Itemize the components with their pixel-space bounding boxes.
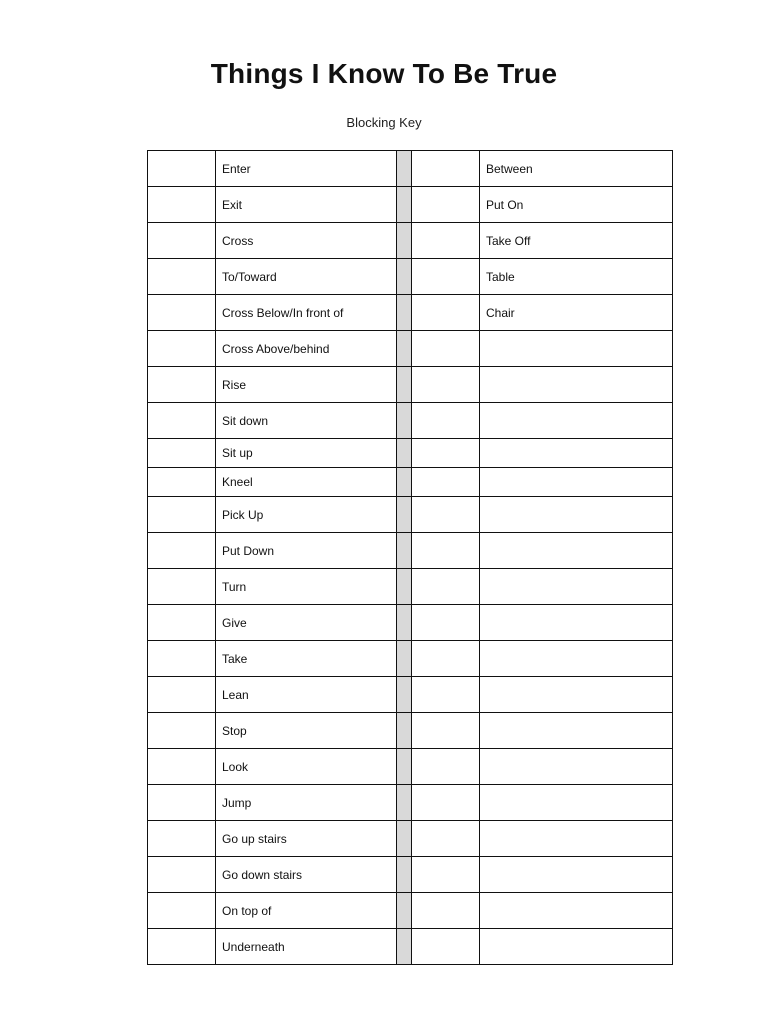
symbol-cell[interactable]	[412, 468, 480, 497]
column-separator	[397, 821, 412, 857]
column-separator	[397, 331, 412, 367]
term-cell	[480, 641, 673, 677]
page-title: Things I Know To Be True	[210, 58, 558, 89]
term-cell: Look	[216, 749, 397, 785]
symbol-cell[interactable]	[412, 497, 480, 533]
column-separator	[397, 295, 412, 331]
table-row	[148, 439, 673, 468]
term-cell	[480, 893, 673, 929]
column-separator	[397, 223, 412, 259]
column-separator	[397, 259, 412, 295]
column-separator	[397, 641, 412, 677]
table-row	[148, 821, 673, 857]
term-cell: Rise	[216, 367, 397, 403]
table-row	[148, 749, 673, 785]
term-cell	[480, 785, 673, 821]
symbol-cell[interactable]	[148, 821, 216, 857]
term-cell	[480, 569, 673, 605]
table-row	[148, 259, 673, 295]
term-cell: Enter	[216, 151, 397, 187]
page-subtitle: Blocking Key	[346, 115, 422, 130]
column-separator	[397, 677, 412, 713]
column-separator	[397, 187, 412, 223]
term-cell: Cross Below/In front of	[216, 295, 397, 331]
symbol-cell[interactable]	[412, 641, 480, 677]
term-cell: Sit up	[216, 439, 397, 468]
table-row	[148, 367, 673, 403]
column-separator	[397, 749, 412, 785]
table-row	[148, 223, 673, 259]
symbol-cell[interactable]	[412, 569, 480, 605]
symbol-cell[interactable]	[148, 785, 216, 821]
symbol-cell[interactable]	[412, 259, 480, 295]
symbol-cell[interactable]	[148, 929, 216, 965]
term-cell	[480, 331, 673, 367]
term-cell: Kneel	[216, 468, 397, 497]
symbol-cell[interactable]	[148, 749, 216, 785]
symbol-cell[interactable]	[412, 403, 480, 439]
term-cell: Sit down	[216, 403, 397, 439]
term-cell: Underneath	[216, 929, 397, 965]
table-row	[148, 403, 673, 439]
column-separator	[397, 497, 412, 533]
term-cell: Pick Up	[216, 497, 397, 533]
term-cell: To/Toward	[216, 259, 397, 295]
symbol-cell[interactable]	[412, 331, 480, 367]
term-cell: Put Down	[216, 533, 397, 569]
term-cell: Take Off	[480, 223, 673, 259]
table-row	[148, 569, 673, 605]
table-row	[148, 533, 673, 569]
table-row	[148, 187, 673, 223]
table-row	[148, 785, 673, 821]
blocking-key-body	[148, 151, 673, 965]
term-cell	[480, 497, 673, 533]
symbol-cell[interactable]	[412, 533, 480, 569]
table-row	[148, 929, 673, 965]
term-cell	[480, 605, 673, 641]
term-cell: Stop	[216, 713, 397, 749]
table-row	[148, 331, 673, 367]
term-cell: Chair	[480, 295, 673, 331]
term-cell: Cross	[216, 223, 397, 259]
symbol-cell[interactable]	[412, 893, 480, 929]
term-cell: Put On	[480, 187, 673, 223]
symbol-cell[interactable]	[148, 677, 216, 713]
blocking-key-table	[147, 150, 673, 965]
column-separator	[397, 367, 412, 403]
term-cell	[480, 468, 673, 497]
symbol-cell[interactable]	[412, 295, 480, 331]
term-cell: Turn	[216, 569, 397, 605]
symbol-cell[interactable]	[148, 857, 216, 893]
symbol-cell[interactable]	[412, 605, 480, 641]
term-cell	[480, 439, 673, 468]
term-cell: Lean	[216, 677, 397, 713]
term-cell	[480, 403, 673, 439]
term-cell: Take	[216, 641, 397, 677]
column-separator	[397, 713, 412, 749]
symbol-cell[interactable]	[148, 641, 216, 677]
table-row	[148, 857, 673, 893]
symbol-cell[interactable]	[148, 533, 216, 569]
symbol-cell[interactable]	[148, 259, 216, 295]
term-cell: Go up stairs	[216, 821, 397, 857]
symbol-cell[interactable]	[412, 821, 480, 857]
term-cell: On top of	[216, 893, 397, 929]
table-row	[148, 468, 673, 497]
column-separator	[397, 569, 412, 605]
term-cell: Exit	[216, 187, 397, 223]
symbol-cell[interactable]	[148, 893, 216, 929]
column-separator	[397, 857, 412, 893]
symbol-cell[interactable]	[148, 569, 216, 605]
column-separator	[397, 893, 412, 929]
column-separator	[397, 151, 412, 187]
column-separator	[397, 439, 412, 468]
term-cell: Between	[480, 151, 673, 187]
symbol-cell[interactable]	[148, 151, 216, 187]
table-row	[148, 295, 673, 331]
symbol-cell[interactable]	[148, 223, 216, 259]
symbol-cell[interactable]	[148, 295, 216, 331]
column-separator	[397, 533, 412, 569]
column-separator	[397, 929, 412, 965]
term-cell	[480, 821, 673, 857]
symbol-cell[interactable]	[148, 367, 216, 403]
table-row	[148, 641, 673, 677]
symbol-cell[interactable]	[412, 713, 480, 749]
symbol-cell[interactable]	[412, 187, 480, 223]
symbol-cell[interactable]	[412, 749, 480, 785]
term-cell: Go down stairs	[216, 857, 397, 893]
term-cell	[480, 367, 673, 403]
term-cell: Give	[216, 605, 397, 641]
symbol-cell[interactable]	[148, 713, 216, 749]
term-cell	[480, 749, 673, 785]
term-cell	[480, 713, 673, 749]
table-row	[148, 677, 673, 713]
term-cell	[480, 929, 673, 965]
symbol-cell[interactable]	[148, 187, 216, 223]
table-row	[148, 893, 673, 929]
table-row	[148, 497, 673, 533]
symbol-cell[interactable]	[412, 439, 480, 468]
term-cell	[480, 677, 673, 713]
term-cell	[480, 857, 673, 893]
symbol-cell[interactable]	[412, 857, 480, 893]
column-separator	[397, 403, 412, 439]
column-separator	[397, 468, 412, 497]
symbol-cell[interactable]	[148, 403, 216, 439]
column-separator	[397, 605, 412, 641]
symbol-cell[interactable]	[148, 468, 216, 497]
symbol-cell[interactable]	[412, 223, 480, 259]
symbol-cell[interactable]	[148, 605, 216, 641]
symbol-cell[interactable]	[148, 439, 216, 468]
symbol-cell[interactable]	[412, 677, 480, 713]
symbol-cell[interactable]	[412, 367, 480, 403]
symbol-cell[interactable]	[412, 785, 480, 821]
symbol-cell[interactable]	[412, 151, 480, 187]
symbol-cell[interactable]	[412, 929, 480, 965]
term-cell: Jump	[216, 785, 397, 821]
column-separator	[397, 785, 412, 821]
table-row	[148, 713, 673, 749]
term-cell: Table	[480, 259, 673, 295]
table-row	[148, 605, 673, 641]
symbol-cell[interactable]	[148, 497, 216, 533]
term-cell	[480, 533, 673, 569]
table-row	[148, 151, 673, 187]
term-cell: Cross Above/behind	[216, 331, 397, 367]
symbol-cell[interactable]	[148, 331, 216, 367]
